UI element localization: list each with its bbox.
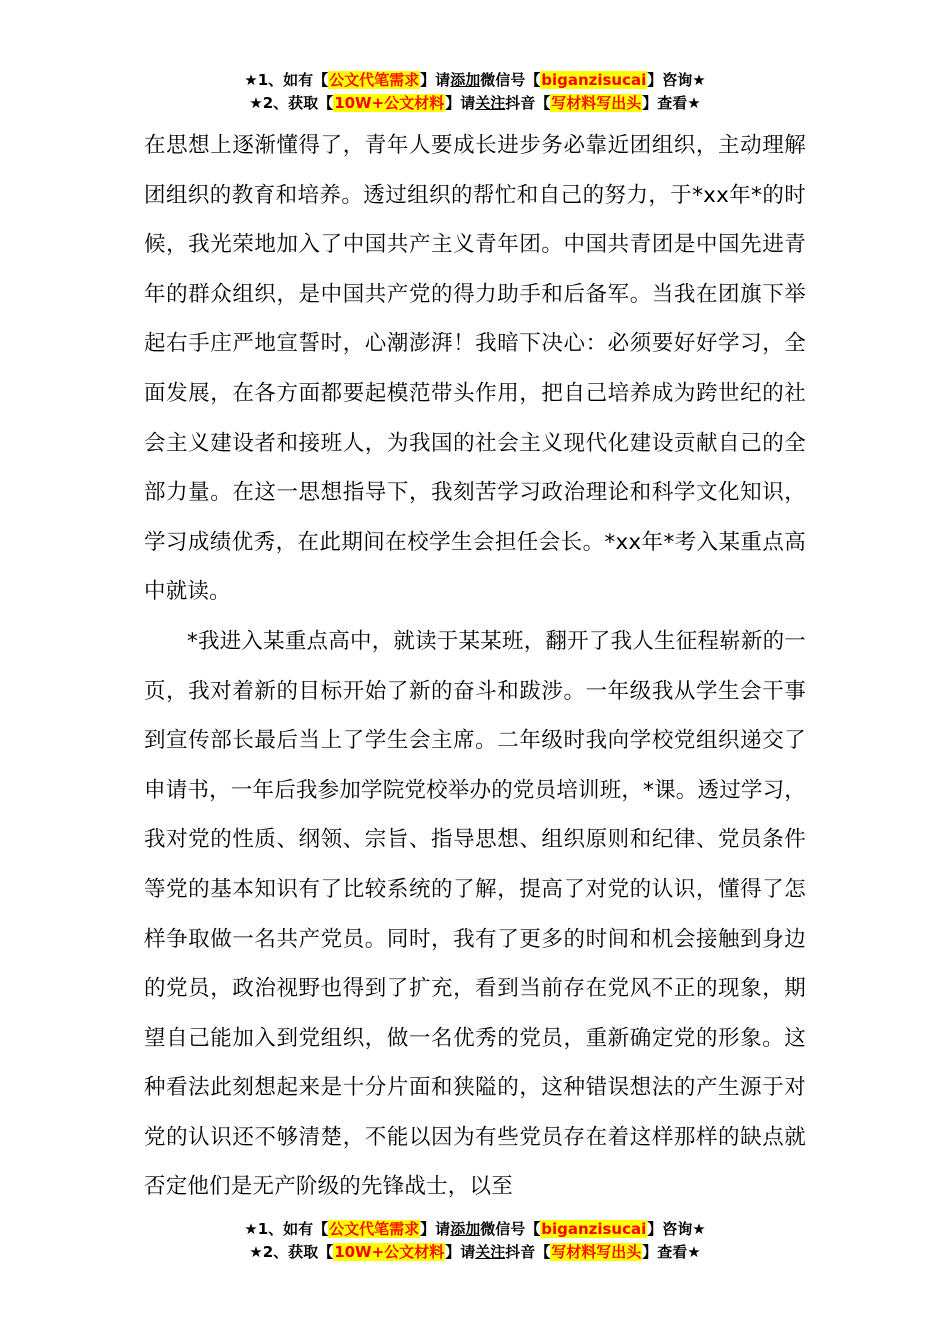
promo-underline: 添加 (450, 71, 481, 89)
promo-text: 】请 (420, 1220, 451, 1238)
promo-text: 抖音【 (505, 94, 551, 112)
body-paragraph: *我进入某重点高中，就读于某某班，翻开了我人生征程崭新的一页，我对着新的目标开始了新的奋斗和跋涉。一年级我从学生会干事到宣传部长最后当上了学生会主席。二年级时我向学校党组织递交了申请书，一年后我参加学院党校举办的党员培训班，*课。透过学习，我对党的性质、纲领、宗旨、指导思想、组织原则和纪律、党员条件等党的基本知识有了比较系统的了解，提高了对党的认识，懂得了怎样争取做一名共产党员。同时，我有了更多的时间和机会接触到身边的党员，政治视野也得到了扩充，看到当前存在党风不正的现象，期望自己能加入到党组织，做一名优秀的党员，重新确定党的形象。这种看法此刻想起来是十分片面和狭隘的，这种错误想法的产生源于对党的认识还不够清楚，不能以因为有些党员存在着这样那样的缺点就否定他们是无产阶级的先锋战士，以至 (144, 628, 806, 1200)
promo-line-1 (0, 1218, 950, 1241)
bottom-promo-banner (0, 1218, 950, 1264)
promo-highlight: biganzisucai (541, 71, 647, 89)
promo-text: 】请 (445, 1243, 476, 1261)
promo-line-2 (0, 1241, 950, 1264)
promo-text: 微信号【 (480, 1220, 541, 1238)
promo-text: 】查看★ (642, 1243, 701, 1261)
top-promo-banner (0, 69, 950, 115)
promo-highlight: 10W+公文材料 (334, 94, 445, 112)
promo-line-1 (0, 69, 950, 92)
promo-text: 】咨询★ (647, 71, 706, 89)
promo-highlight: 公文代笔需求 (329, 1220, 420, 1238)
promo-highlight: 10W+公文材料 (334, 1243, 445, 1261)
promo-text: 微信号【 (480, 71, 541, 89)
promo-highlight: 写材料写出头 (551, 94, 642, 112)
promo-text: ★1、如有【 (244, 71, 329, 89)
promo-text: ★2、获取【 (249, 1243, 334, 1261)
promo-highlight: biganzisucai (541, 1220, 647, 1238)
promo-text: 抖音【 (505, 1243, 551, 1261)
body-paragraph: 在思想上逐渐懂得了，青年人要成长进步务必靠近团组织，主动理解团组织的教育和培养。透过组织的帮忙和自己的努力，于*xx年*的时候，我光荣地加入了中国共产主义青年团。中国共青团是中国先进青年的群众组织，是中国共产党的得力助手和后备军。当我在团旗下举起右手庄严地宣誓时，心潮澎湃！我暗下决心：必须要好好学习，全面发展，在各方面都要起模范带头作用，把自己培养成为跨世纪的社会主义建设者和接班人，为我国的社会主义现代化建设贡献自己的全部力量。在这一思想指导下，我刻苦学习政治理论和科学文化知识，学习成绩优秀，在此期间在校学生会担任会长。*xx年*考入某重点高中就读。 (144, 133, 806, 605)
promo-underline: 添加 (450, 1220, 481, 1238)
promo-highlight: 公文代笔需求 (329, 71, 420, 89)
promo-text: ★2、获取【 (249, 94, 334, 112)
promo-text: 】请 (445, 94, 476, 112)
promo-highlight: 写材料写出头 (551, 1243, 642, 1261)
promo-underline: 关注 (475, 94, 506, 112)
document-body (144, 121, 806, 1212)
promo-line-2 (0, 92, 950, 115)
promo-text: ★1、如有【 (244, 1220, 329, 1238)
promo-text: 】咨询★ (647, 1220, 706, 1238)
promo-text: 】请 (420, 71, 451, 89)
promo-text: 】查看★ (642, 94, 701, 112)
promo-underline: 关注 (475, 1243, 506, 1261)
